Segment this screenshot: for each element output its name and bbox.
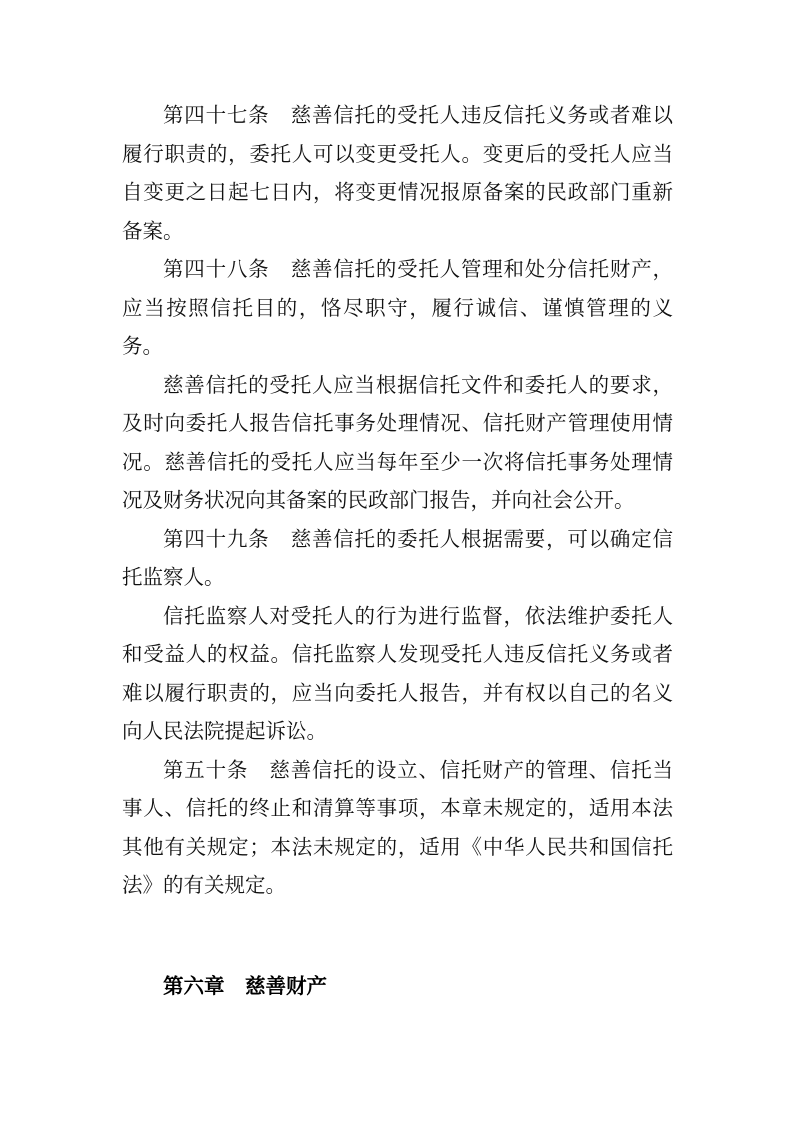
document-body [122, 96, 673, 905]
article-50-paragraph: 第五十条 慈善信托的设立、信托财产的管理、信托当事人、信托的终止和清算等事项，本章未规定的，适用本法其他有关规定；本法未规定的，适用《中华人民共和国信托法》的有关规定。 [122, 757, 673, 897]
article-49-paragraph: 第四十九条 慈善信托的委托人根据需要，可以确定信托监察人。 [122, 526, 673, 589]
article-48-paragraph: 第四十八条 慈善信托的受托人管理和处分信托财产，应当按照信托目的，恪尽职守，履行诚信、谨慎管理的义务。 [122, 257, 673, 358]
article-48-paragraph-2: 慈善信托的受托人应当根据信托文件和委托人的要求，及时向委托人报告信托事务处理情况、信托财产管理使用情况。慈善信托的受托人应当每年至少一次将信托事务处理情况及财务状况向其备案的民政部门报告，并向社会公开。 [122, 372, 673, 512]
article-47-paragraph: 第四十七条 慈善信托的受托人违反信托义务或者难以履行职责的，委托人可以变更受托人。变更后的受托人应当自变更之日起七日内，将变更情况报原备案的民政部门重新备案。 [122, 103, 673, 243]
article-49-paragraph-2: 信托监察人对受托人的行为进行监督，依法维护委托人和受益人的权益。信托监察人发现受托人违反信托义务或者难以履行职责的，应当向委托人报告，并有权以自己的名义向人民法院提起诉讼。 [122, 603, 673, 743]
chapter-heading: 第六章 慈善财产 [163, 974, 327, 998]
